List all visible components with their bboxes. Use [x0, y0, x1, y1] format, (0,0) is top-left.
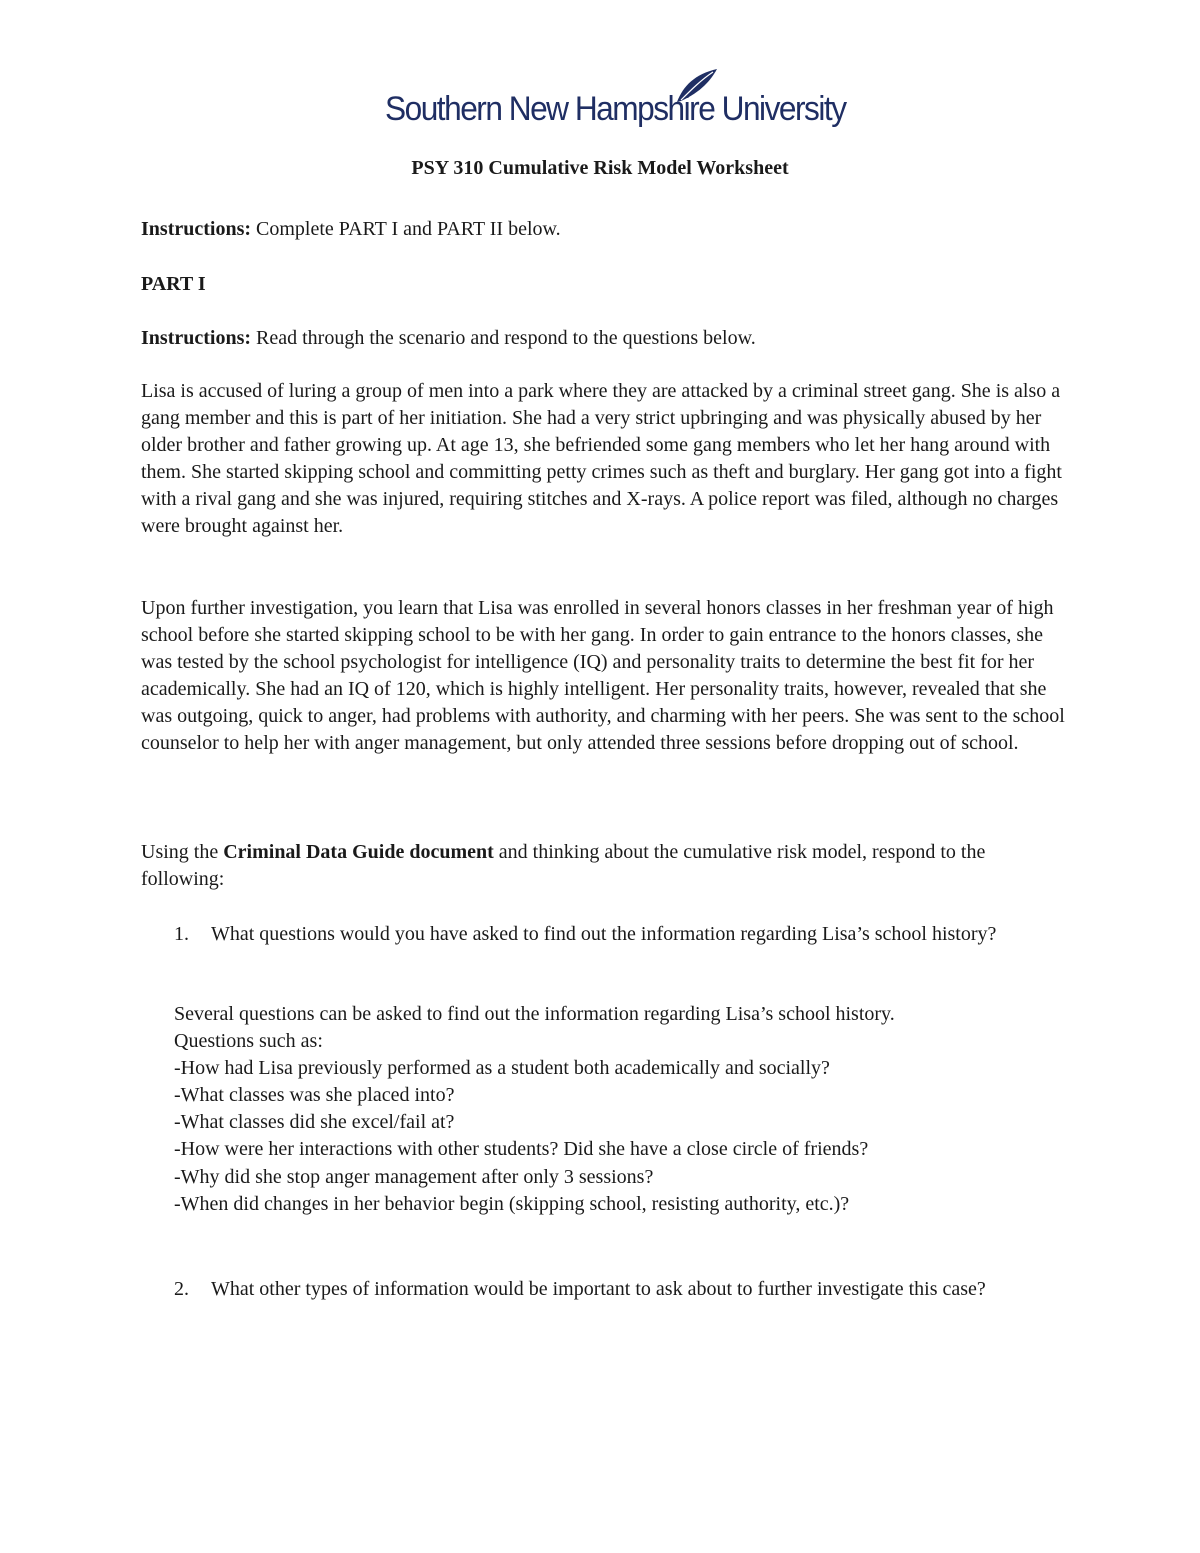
response-prompt — [141, 839, 1066, 893]
question-text: What questions would you have asked to find out the information regarding Lisa’s school history? — [211, 923, 997, 945]
part-heading-text: PART I — [141, 273, 206, 295]
scenario-paragraph-2: Upon further investigation, you learn that Lisa was enrolled in several honors classes in her freshman year of high school before she started skipping school to be with her gang. In order to gain entrance to the honors classes, she was tested by the school psychologist for intelligence (IQ) and personality traits to determine the best fit for her academically. She had an IQ of 120, which is highly intelligent. Her personality traits, however, revealed that she was outgoing, quick to anger, had problems with authority, and charming with her peers. She was sent to the school counselor to help her with anger management, but only attended three sessions before dropping out of school. — [141, 597, 1065, 755]
answer-line: Several questions can be asked to find out the information regarding Lisa’s school history. — [174, 1003, 895, 1025]
answer-line: -How had Lisa previously performed as a student both academically and socially? — [174, 1057, 830, 1080]
instructions-label: Instructions: — [141, 327, 252, 349]
question-text: What other types of information would be important to ask about to further investigate this case? — [211, 1278, 986, 1300]
answer-line: -When did changes in her behavior begin (skipping school, resisting authority, etc.)? — [174, 1192, 850, 1215]
answer-line: Questions such as: — [174, 1030, 323, 1053]
answer-line: -How were her interactions with other students? Did she have a close circle of friends? — [174, 1138, 869, 1161]
prompt-text-before: Using the — [141, 841, 224, 863]
university-logo — [385, 68, 846, 138]
instructions-part1 — [141, 325, 1066, 352]
scenario-paragraph-1: Lisa is accused of luring a group of men into a park where they are attacked by a criminal street gang. She is also a gang member and this is part of her initiation. She had a very strict upbringing and was physically abused by her older brother and father growing up. At age 13, she befriended some gang members who let her hang around with them. She started skipping school and committing petty crimes such as theft and burglary. Her gang got into a fight with a rival gang and she was injured, requiring stitches and X-rays. A police report was filed, although no charges were brought against her. — [141, 380, 1062, 538]
answer-block — [174, 1001, 1074, 1218]
prompt-text-after: and thinking about the cumulative risk model, respond to the following: — [141, 841, 986, 891]
page-title: PSY 310 Cumulative Risk Model Worksheet — [411, 157, 789, 179]
answer-line: -What classes did she excel/fail at? — [174, 1111, 455, 1134]
leaf-icon — [673, 68, 719, 104]
instructions-text: Complete PART I and PART II below. — [251, 218, 561, 240]
instructions-overall — [141, 216, 1066, 243]
criminal-data-guide-reference: Criminal Data Guide document — [223, 841, 494, 863]
part-heading — [141, 271, 1066, 298]
question-number: 1. — [174, 923, 189, 945]
answer-line: -Why did she stop anger management after only 3 sessions? — [174, 1165, 654, 1188]
instructions-text: Read through the scenario and respond to the questions below. — [251, 327, 756, 349]
instructions-label: Instructions: — [141, 218, 252, 240]
logo-wordmark: Southern New Hampshire University — [385, 90, 846, 128]
answer-line: -What classes was she placed into? — [174, 1084, 455, 1107]
question-number: 2. — [174, 1278, 189, 1300]
